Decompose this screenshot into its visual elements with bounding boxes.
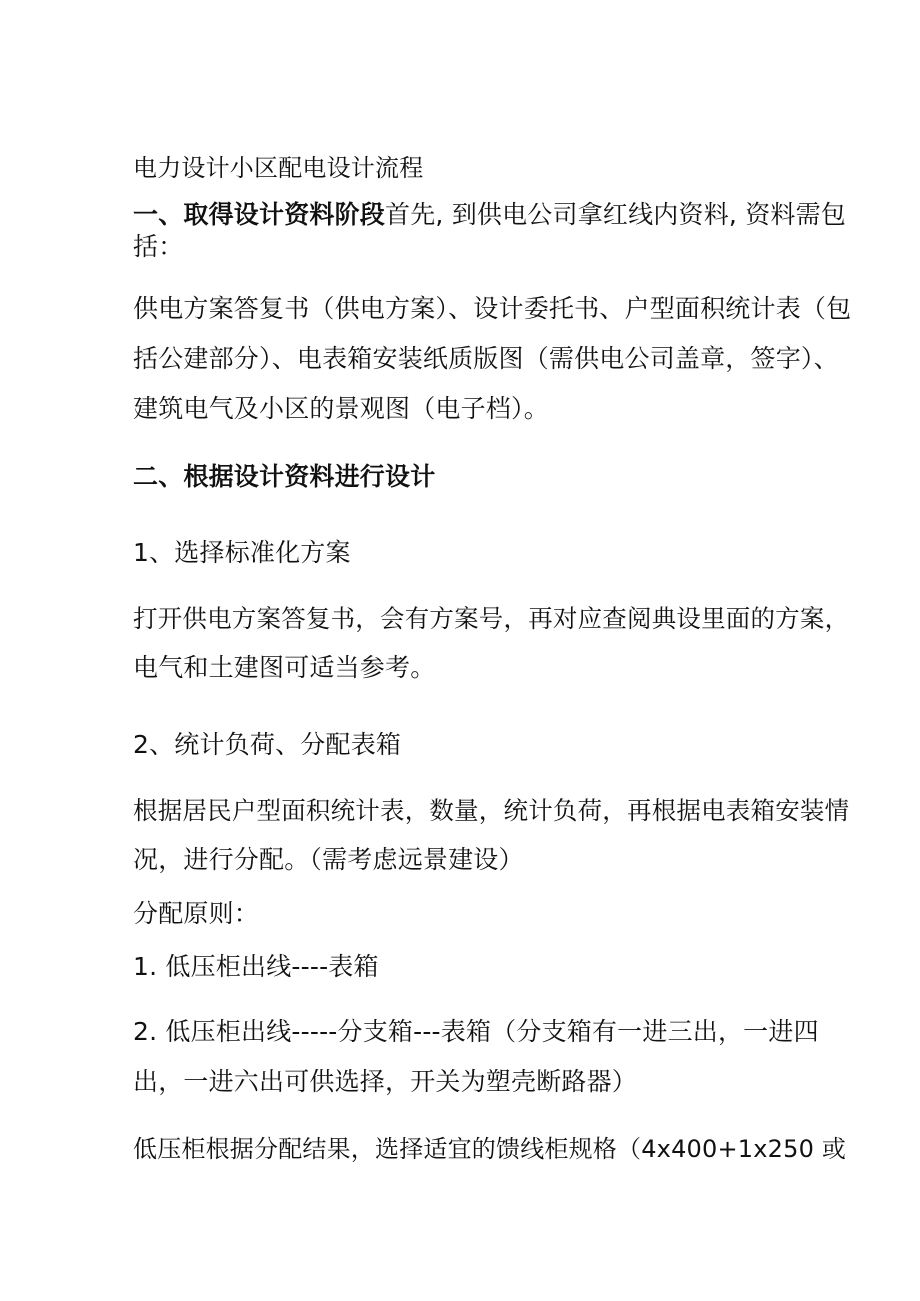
- principle-2-line-2: 出，一进六出可供选择，开关为塑壳断路器）: [133, 1067, 638, 1096]
- step1-heading: 1、选择标准化方案: [133, 538, 351, 567]
- section1-intro-cont: 括：: [133, 232, 184, 261]
- closing-line: 低压柜根据分配结果，选择适宜的馈线柜规格（4x400+1x250 或: [133, 1135, 847, 1163]
- section1-intro: 首先, 到供电公司拿红线内资料, 资料需包: [385, 200, 847, 229]
- materials-line-1: 供电方案答复书（供电方案）、设计委托书、户型面积统计表（包: [133, 294, 852, 323]
- materials-line-2: 括公建部分）、电表箱安装纸质版图（需供电公司盖章，签字）、: [133, 344, 839, 373]
- principle-label: 分配原则：: [133, 899, 260, 928]
- section2-heading: 二、根据设计资料进行设计: [133, 462, 436, 491]
- section1-line: [133, 199, 846, 231]
- principle-2-line-1: 2. 低压柜出线-----分支箱---表箱（分支箱有一进三出，一进四: [133, 1017, 819, 1046]
- materials-line-3: 建筑电气及小区的景观图（电子档）。: [133, 394, 549, 423]
- section1-heading: 一、取得设计资料阶段: [133, 200, 386, 229]
- step1-text-2: 电气和土建图可适当参考。: [133, 653, 436, 682]
- step1-text-1: 打开供电方案答复书，会有方案号，再对应查阅典设里面的方案，: [133, 604, 850, 633]
- principle-1: 1. 低压柜出线----表箱: [133, 952, 379, 981]
- step2-text-2: 况，进行分配。（需考虑远景建设）: [133, 845, 524, 874]
- step2-heading: 2、统计负荷、分配表箱: [133, 730, 402, 759]
- step2-text-1: 根据居民户型面积统计表，数量，统计负荷，再根据电表箱安装情: [133, 796, 850, 825]
- document-title: 电力设计小区配电设计流程: [133, 154, 424, 182]
